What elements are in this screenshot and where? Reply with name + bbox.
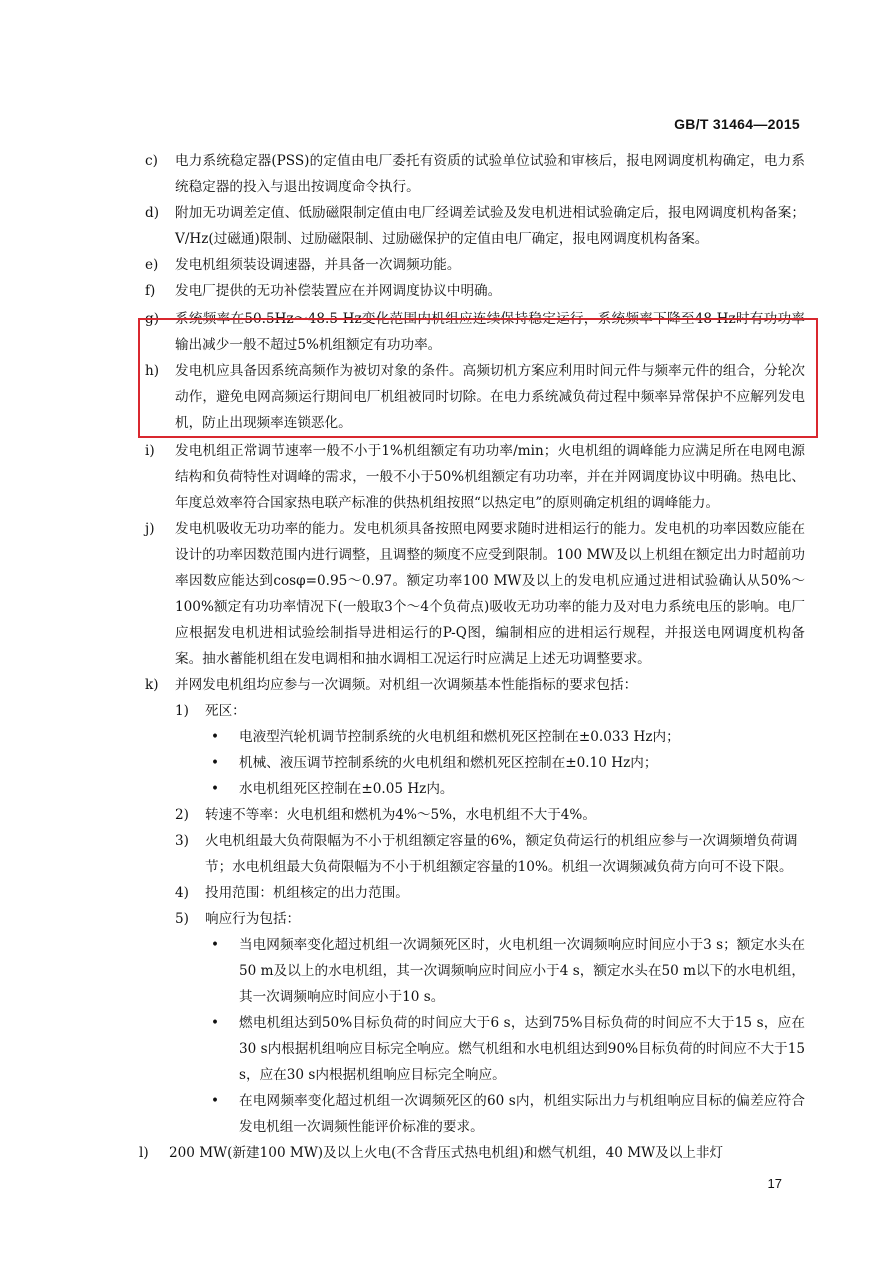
- subitem-5: [145, 906, 805, 932]
- subitem-text: 响应行为包括：: [205, 911, 301, 927]
- subitem-1: [145, 698, 805, 724]
- bullet-item: [145, 724, 805, 750]
- subitem-3: [145, 828, 805, 880]
- page-number: 17: [767, 1176, 782, 1191]
- item-text: 200 MW(新建100 MW)及以上火电(不含背压式热电机组)和燃气机组，40 MW及以上非灯: [169, 1145, 724, 1161]
- bullet-text: 当电网频率变化超过机组一次调频死区时，火电机组一次调频响应时间应小于3 s；额定水头在50 m及以上的水电机组，其一次调频响应时间应小于4 s，额定水头在50 m以下的水电机组，其一次调频响应时间应小于10 s。: [239, 937, 805, 1005]
- item-text: 发电机组正常调节速率一般不小于1%机组额定有功功率/min；火电机组的调峰能力应满足所在电网电源结构和负荷特性对调峰的需求，一般不小于50%机组额定有功功率，并在并网调度协议中明确。热电比、年度总效率符合国家热电联产标准的供热机组按照“以热定电”的原则确定机组的调峰能力。: [175, 443, 805, 511]
- bullet-icon: •: [211, 937, 220, 953]
- requirements-list: [139, 148, 805, 1166]
- list-item-l: [139, 1140, 805, 1166]
- subitem-number: 4): [175, 885, 189, 901]
- list-item-f: [145, 278, 805, 304]
- subitem-number: 2): [175, 807, 189, 823]
- standard-number: GB/T 31464—2015: [674, 116, 800, 132]
- bullet-item: [145, 1010, 805, 1088]
- item-text: 电力系统稳定器(PSS)的定值由电厂委托有资质的试验单位试验和审核后，报电网调度机构确定，电力系统稳定器的投入与退出按调度命令执行。: [175, 153, 805, 195]
- bullet-item: [145, 1088, 805, 1140]
- bullet-text: 燃电机组达到50%目标负荷的时间应大于6 s，达到75%目标负荷的时间应不大于15 s，应在30 s内根据机组响应目标完全响应。燃气机组和水电机组达到90%目标负荷的时间应不大于15 s，应在30 s内根据机组响应目标完全响应。: [239, 1015, 805, 1083]
- subitem-text: 死区：: [205, 703, 246, 719]
- item-label: g): [145, 311, 160, 327]
- bullet-icon: •: [211, 781, 220, 797]
- bullet-text: 在电网频率变化超过机组一次调频死区的60 s内，机组实际出力与机组响应目标的偏差应符合发电机组一次调频性能评价标准的要求。: [239, 1093, 805, 1135]
- list-item-d: [145, 200, 805, 252]
- item-text: 发电机吸收无功功率的能力。发电机须具备按照电网要求随时进相运行的能力。发电机的功率因数应能在设计的功率因数范围内进行调整，且调整的频度不应受到限制。100 MW及以上机组在额定出力时超前功率因数应能达到cosφ=0.95～0.97。额定功率100 MW及以上的发电机应通过进相试验确认从50%～100%额定有功功率情况下(一般取3个～4个负荷点)吸收无功功率的能力及对电力系统电压的影响。电厂应根据发电机进相试验绘制指导进相运行的P-Q图，编制相应的进相运行规程，并报送电网调度机构备案。抽水蓄能机组在发电调相和抽水调相工况运行时应满足上述无功调整要求。: [175, 521, 805, 667]
- item-label: j): [145, 521, 155, 537]
- item-label: h): [145, 363, 160, 379]
- item-text: 并网发电机组均应参与一次调频。对机组一次调频基本性能指标的要求包括：: [175, 677, 638, 693]
- item-label: l): [139, 1145, 149, 1161]
- bullet-item: [145, 932, 805, 1010]
- subitem-number: 1): [175, 703, 189, 719]
- bullet-text: 电液型汽轮机调节控制系统的火电机组和燃机死区控制在±0.033 Hz内；: [239, 729, 680, 745]
- list-item-e: [145, 252, 805, 278]
- list-item-k: [145, 672, 805, 698]
- subitem-number: 3): [175, 833, 189, 849]
- subitem-text: 转速不等率：火电机组和燃机为4%～5%，水电机组不大于4%。: [205, 807, 596, 823]
- bullet-item: [145, 776, 805, 802]
- list-item-h: [145, 358, 805, 436]
- list-item-i: [145, 438, 805, 516]
- item-label: c): [145, 153, 158, 169]
- bullet-icon: •: [211, 729, 220, 745]
- subitem-text: 火电机组最大负荷限幅为不小于机组额定容量的6%，额定负荷运行的机组应参与一次调频增负荷调节；水电机组最大负荷限幅为不小于机组额定容量的10%。机组一次调频减负荷方向可不设下限。: [205, 833, 798, 875]
- item-text: 发电机组须装设调速器，并具备一次调频功能。: [175, 257, 461, 273]
- bullet-item: [145, 750, 805, 776]
- bullet-icon: •: [211, 1093, 220, 1109]
- bullet-icon: •: [211, 755, 220, 771]
- item-text: 系统频率在50.5Hz～48.5 Hz变化范围内机组应连续保持稳定运行，系统频率下降至48 Hz时有功功率输出减少一般不超过5%机组额定有功功率。: [175, 311, 805, 353]
- bullet-text: 机械、液压调节控制系统的火电机组和燃机死区控制在±0.10 Hz内；: [239, 755, 658, 771]
- bullet-text: 水电机组死区控制在±0.05 Hz内。: [239, 781, 454, 797]
- subitem-2: [145, 802, 805, 828]
- subitem-number: 5): [175, 911, 189, 927]
- item-text: 发电厂提供的无功补偿装置应在并网调度协议中明确。: [175, 283, 502, 299]
- item-label: i): [145, 443, 155, 459]
- list-item-g: [145, 306, 805, 358]
- item-label: k): [145, 677, 159, 693]
- item-text: 发电机应具备因系统高频作为被切对象的条件。高频切机方案应利用时间元件与频率元件的组合，分轮次动作，避免电网高频运行期间电厂机组被同时切除。在电力系统减负荷过程中频率异常保护不应解列发电机，防止出现频率连锁恶化。: [175, 363, 805, 431]
- list-item-c: [145, 148, 805, 200]
- item-label: d): [145, 205, 160, 221]
- item-label: e): [145, 257, 159, 273]
- subitem-text: 投用范围：机组核定的出力范围。: [205, 885, 409, 901]
- subitem-4: [145, 880, 805, 906]
- bullet-icon: •: [211, 1015, 220, 1031]
- item-label: f): [145, 283, 156, 299]
- item-text: 附加无功调差定值、低励磁限制定值由电厂经调差试验及发电机进相试验确定后，报电网调度机构备案；V/Hz(过磁通)限制、过励磁限制、过励磁保护的定值由电厂确定，报电网调度机构备案。: [175, 205, 805, 247]
- list-item-j: [145, 516, 805, 672]
